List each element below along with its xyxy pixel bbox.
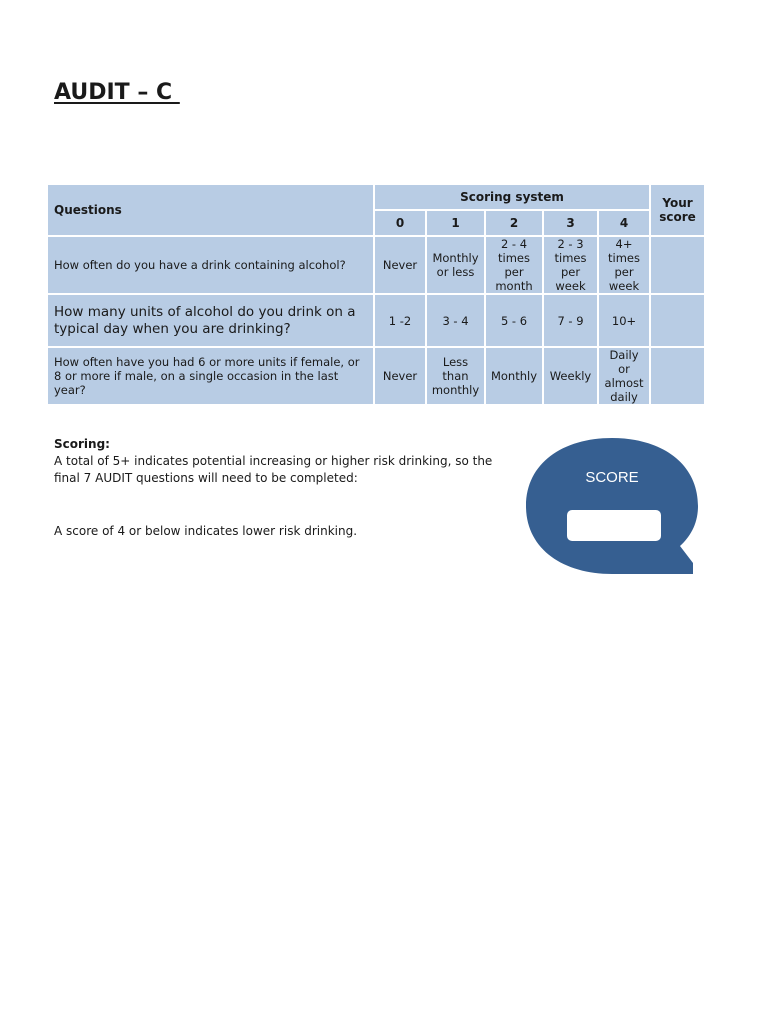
speech-bubble-shape (526, 438, 698, 574)
your-score-cell[interactable] (650, 236, 705, 294)
page-title: AUDIT – C (54, 80, 180, 105)
your-score-cell[interactable] (650, 294, 705, 347)
score-input-box[interactable] (567, 510, 661, 541)
answer-option: 1 -2 (374, 294, 426, 347)
scoring-section (54, 436, 494, 540)
score-column-header: 4 (598, 210, 650, 236)
answer-option: Weekly (543, 347, 598, 405)
table-row (47, 294, 705, 347)
answer-option: 7 - 9 (543, 294, 598, 347)
answer-option: Never (374, 236, 426, 294)
question-text: How many units of alcohol do you drink on a typical day when you are drinking? (47, 294, 374, 347)
question-text: How often do you have a drink containing alcohol? (47, 236, 374, 294)
answer-option: Never (374, 347, 426, 405)
answer-option: 2 - 4 times per month (485, 236, 543, 294)
answer-option: 10+ (598, 294, 650, 347)
scoring-label: Scoring: (54, 437, 110, 451)
answer-option: 5 - 6 (485, 294, 543, 347)
table-row (47, 236, 705, 294)
score-column-header: 1 (426, 210, 485, 236)
score-label: SCORE (585, 469, 639, 486)
score-badge (526, 436, 698, 578)
score-column-header: 3 (543, 210, 598, 236)
speech-bubble-icon (526, 436, 698, 578)
answer-option: 2 - 3 times per week (543, 236, 598, 294)
answer-option: Less than monthly (426, 347, 485, 405)
your-score-cell[interactable] (650, 347, 705, 405)
answer-option: Monthly or less (426, 236, 485, 294)
higher-risk-text: A total of 5+ indicates potential increasing or higher risk drinking, so the final 7 AUDIT questions will need to be completed: (54, 454, 493, 485)
score-column-header: 2 (485, 210, 543, 236)
answer-option: Daily or almost daily (598, 347, 650, 405)
scoring-system-header: Scoring system (374, 184, 650, 210)
lower-risk-text: A score of 4 or below indicates lower risk drinking. (54, 524, 358, 538)
audit-c-table (46, 183, 706, 406)
your-score-header: Your score (650, 184, 705, 236)
score-column-header: 0 (374, 210, 426, 236)
question-text: How often have you had 6 or more units if female, or 8 or more if male, on a single occasion in the last year? (47, 347, 374, 405)
table-row (47, 347, 705, 405)
answer-option: Monthly (485, 347, 543, 405)
answer-option: 4+ times per week (598, 236, 650, 294)
questions-header: Questions (47, 184, 374, 236)
answer-option: 3 - 4 (426, 294, 485, 347)
